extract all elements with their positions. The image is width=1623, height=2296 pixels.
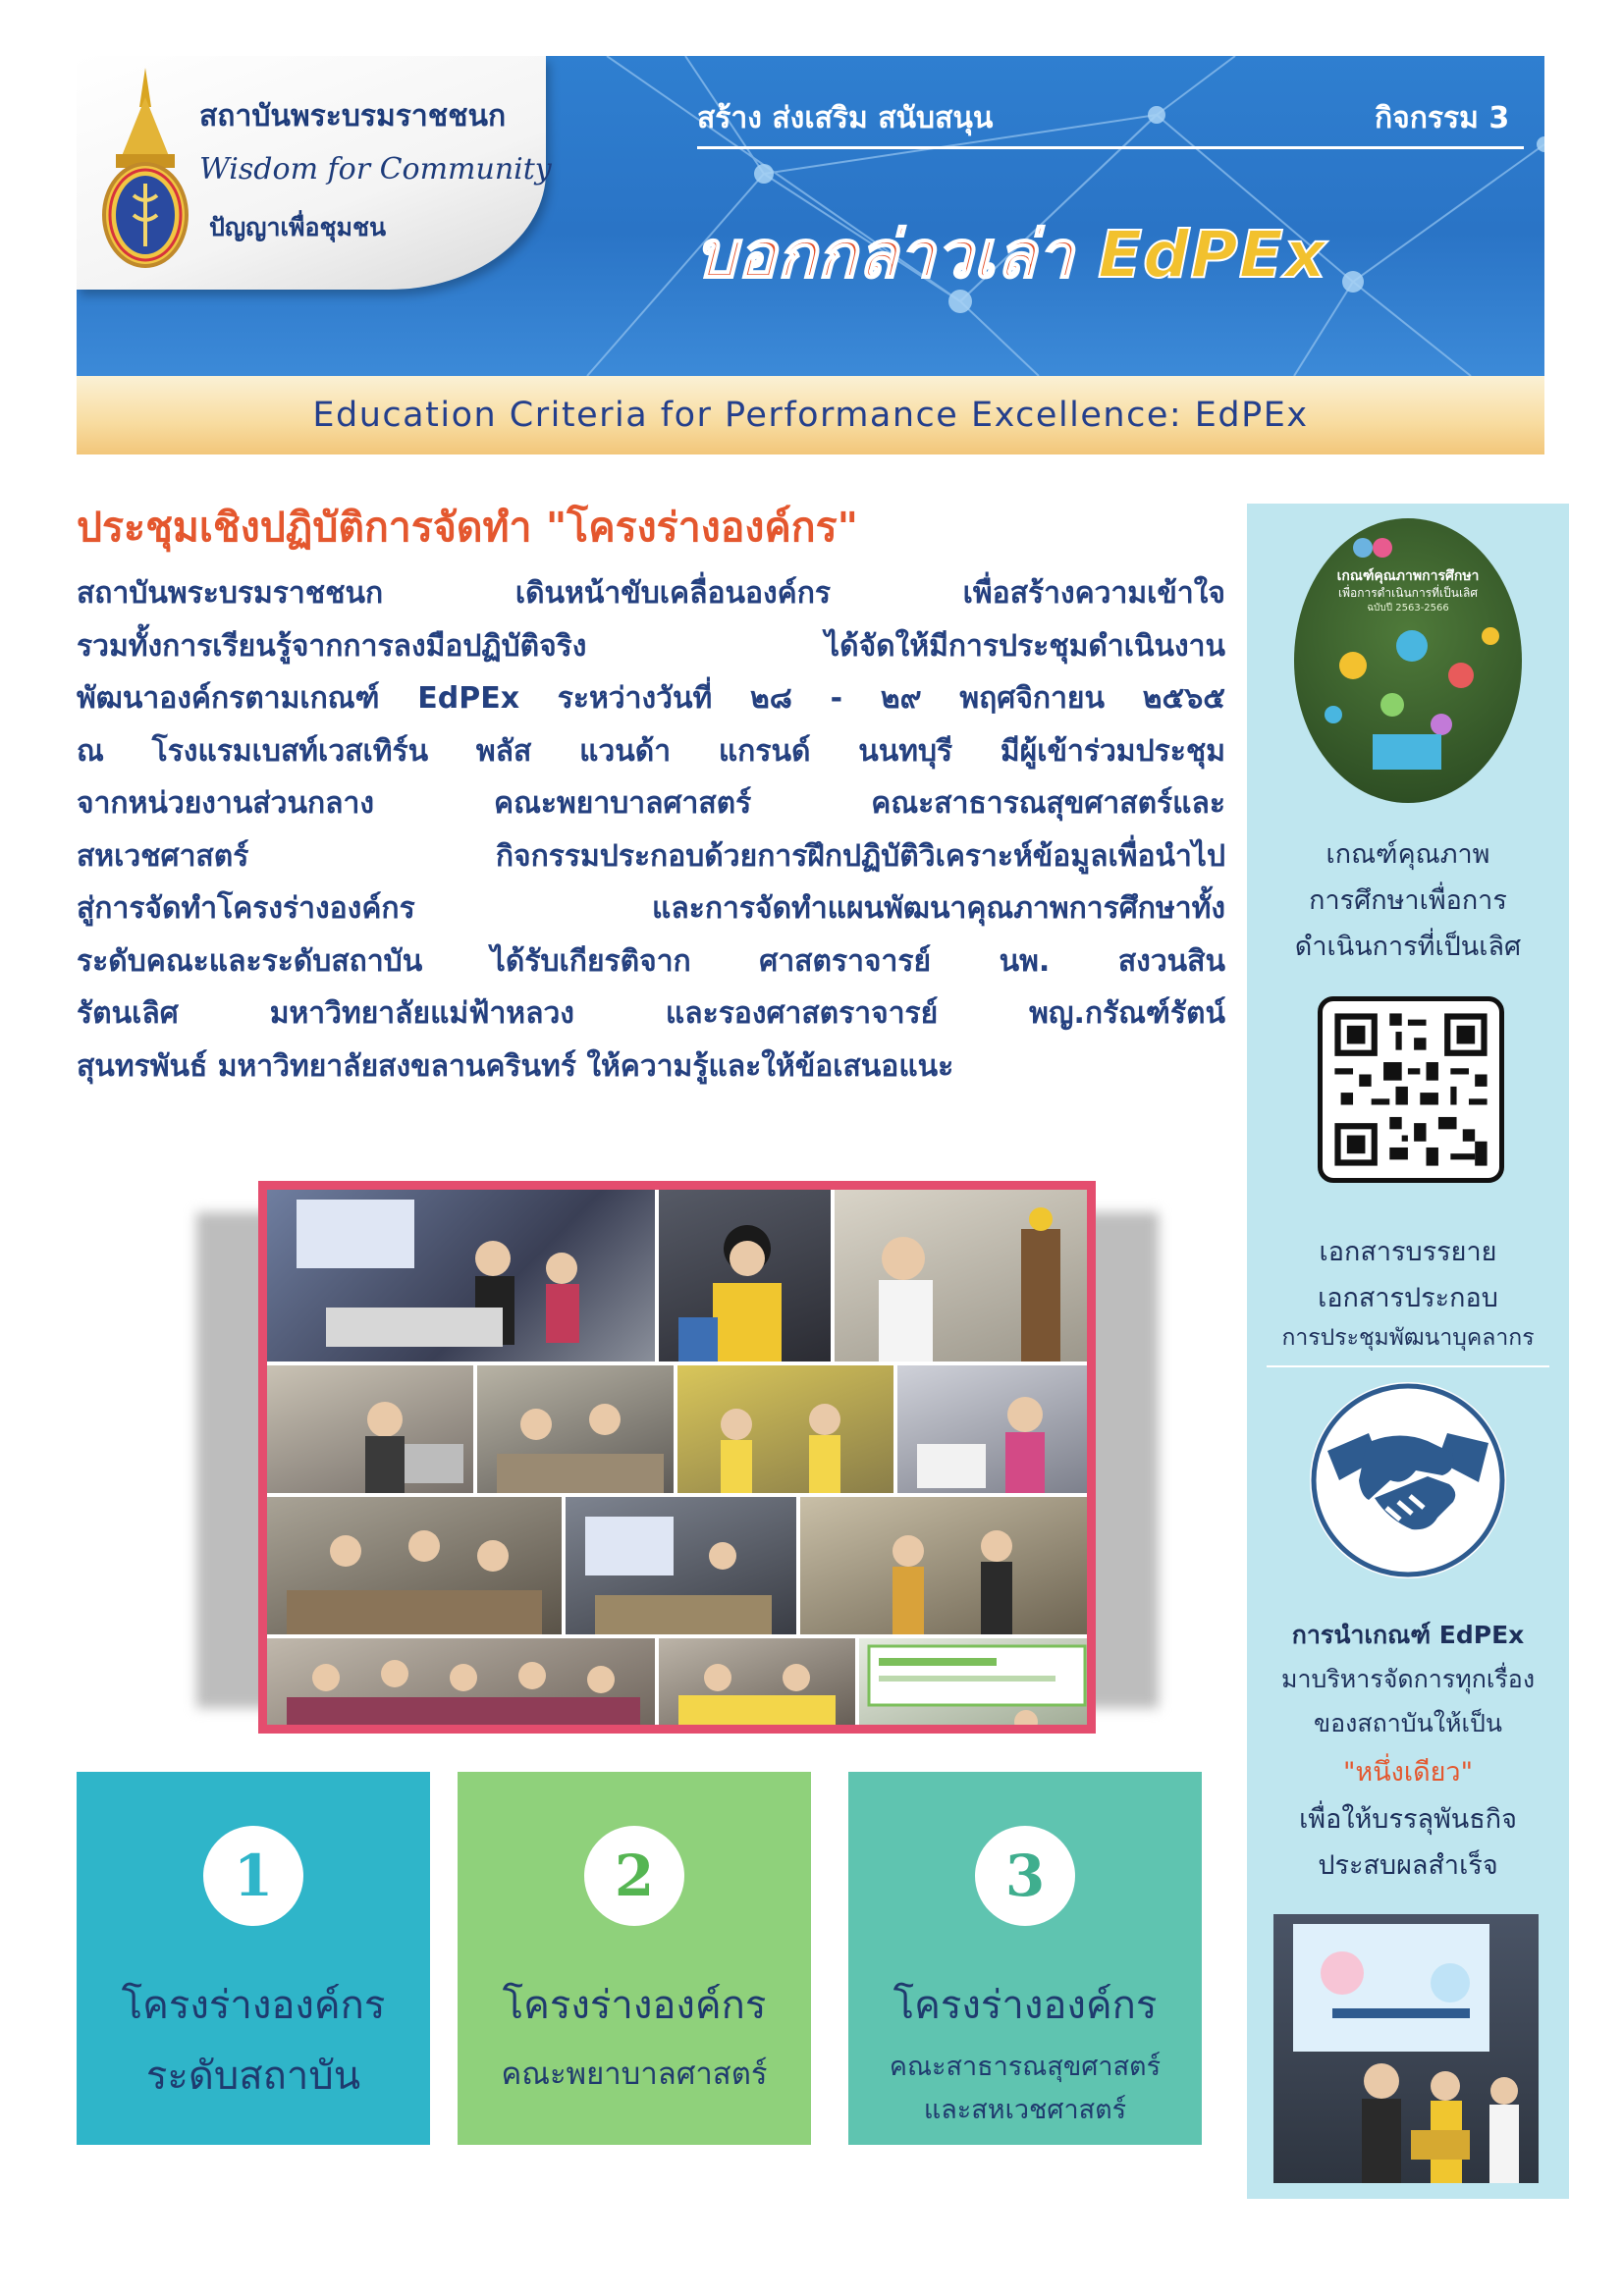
message-line: ประสบผลสำเร็จ	[1318, 1850, 1498, 1881]
logo-card	[77, 56, 552, 290]
book-cover-title: เกณฑ์คุณภาพการศึกษา	[1336, 568, 1480, 584]
header-banner	[77, 56, 1544, 376]
article-line: สหเวชศาสตร์ กิจกรรมประกอบด้วยการฝึกปฏิบัติวิเคราะห์ข้อมูลเพื่อนำไป	[77, 838, 1225, 874]
tile-subheading: ระดับสถาบัน	[145, 2054, 361, 2099]
qr-code[interactable]	[1318, 996, 1504, 1183]
seminar-photo	[1273, 1914, 1539, 2183]
meeting-photo-collage	[258, 1181, 1096, 1734]
sidebar	[1247, 504, 1569, 2199]
article-line: สถาบันพระบรมราชชนก เดินหน้าขับเคลื่อนองค์กร เพื่อสร้างความเข้าใจ	[77, 576, 1225, 611]
article-line: สู่การจัดทำโครงร่างองค์กร และการจัดทำแผนพัฒนาคุณภาพการศึกษาทั้ง	[77, 891, 1225, 926]
tile-public-health-faculty	[848, 1772, 1202, 2145]
header-slogan: สร้าง ส่งเสริม สนับสนุน	[697, 101, 994, 135]
meeting-photo	[800, 1497, 1096, 1634]
article-line: จากหน่วยงานส่วนกลาง คณะพยาบาลศาสตร์ คณะสาธารณสุขศาสตร์และ	[77, 786, 1225, 821]
document-caption-line: เอกสารประกอบ	[1318, 1283, 1498, 1313]
article-line: รวมทั้งการเรียนรู้จากการลงมือปฏิบัติจริง ได้จัดให้มีการประชุมดำเนินงาน	[77, 628, 1225, 664]
book-cover-year: ฉบับปี 2563-2566	[1367, 603, 1449, 614]
handshake-icon	[1310, 1382, 1506, 1578]
meeting-photo	[659, 1190, 831, 1362]
tile-heading: โครงร่างองค์กร	[502, 1983, 767, 2028]
org-slogan-thai: ปัญญาเพื่อชุมชน	[209, 213, 387, 241]
tile-heading: โครงร่างองค์กร	[893, 1983, 1158, 2028]
meeting-photo	[267, 1365, 473, 1493]
meeting-photo	[267, 1190, 655, 1362]
tile-subheading: คณะพยาบาลศาสตร์	[501, 2056, 768, 2092]
tile-subheading-2: และสหเวชศาสตร์	[923, 2095, 1127, 2125]
meeting-photo	[267, 1638, 655, 1734]
org-name-english: Wisdom for Community	[199, 152, 552, 187]
meeting-photo	[859, 1638, 1096, 1734]
header-divider	[697, 146, 1524, 149]
meeting-photo	[477, 1365, 674, 1493]
newsletter-title-thai: บอกกล่าวเล่า	[695, 217, 1075, 293]
article-line: รัตนเลิศ มหาวิทยาลัยแม่ฟ้าหลวง และรองศาสตราจารย์ พญ.กรัณฑ์รัตน์	[77, 996, 1225, 1031]
article-line: ระดับคณะและระดับสถาบัน ได้รับเกียรติจาก ศาสตราจารย์ นพ. สงวนสิน	[77, 943, 1225, 979]
tile-institute-level	[77, 1772, 430, 2145]
message-line: เพื่อให้บรรลุพันธกิจ	[1299, 1804, 1517, 1835]
meeting-photo	[566, 1497, 796, 1634]
subtitle-text: Education Criteria for Performance Excellence: EdPEx	[312, 396, 1309, 435]
activity-number: กิจกรรม 3	[1375, 101, 1510, 135]
subtitle-strip	[77, 376, 1544, 454]
article-line: ณ โรงแรมเบสท์เวสเทิร์น พลัส แวนด้า แกรนด์ นนทบุรี มีผู้เข้าร่วมประชุม	[77, 733, 1225, 769]
article-line: พัฒนาองค์กรตามเกณฑ์ EdPEx ระหว่างวันที่ ๒๘ - ๒๙ พฤศจิกายน ๒๕๖๕	[77, 681, 1225, 716]
meeting-photo	[659, 1638, 855, 1734]
meeting-photo	[677, 1365, 893, 1493]
document-caption-line: เอกสารบรรยาย	[1319, 1237, 1497, 1267]
book-caption-line: การศึกษาเพื่อการ	[1309, 885, 1507, 916]
message-line: การนำเกณฑ์ EdPEx	[1291, 1621, 1525, 1649]
sidebar-divider	[1267, 1365, 1549, 1367]
org-name-thai: สถาบันพระบรมราชชนก	[199, 99, 507, 133]
qr-code-pattern-icon	[1323, 1001, 1499, 1178]
article-title: ประชุมเชิงปฏิบัติการจัดทำ "โครงร่างองค์กร"	[77, 504, 859, 551]
edpex-book-cover	[1294, 518, 1522, 803]
newsletter-title-edpex: EdPEx	[1098, 217, 1327, 293]
meeting-photo	[267, 1497, 562, 1634]
meeting-photo	[835, 1190, 1096, 1362]
message-line: มาบริหารจัดการทุกเรื่อง	[1280, 1665, 1536, 1693]
tile-number-badge: 2	[584, 1826, 684, 1926]
book-cover-graphic	[1294, 518, 1522, 803]
message-highlight: "หนึ่งเดียว"	[1342, 1757, 1474, 1788]
tile-number-badge: 1	[203, 1826, 303, 1926]
article-body	[77, 567, 1225, 1093]
meeting-photo	[897, 1365, 1096, 1493]
tile-nursing-faculty	[458, 1772, 811, 2145]
document-caption-line: การประชุมพัฒนาบุคลากร	[1281, 1325, 1535, 1351]
message-line: ของสถาบันให้เป็น	[1314, 1709, 1502, 1737]
book-caption-line: ดำเนินการที่เป็นเลิศ	[1294, 932, 1522, 962]
tile-number-badge: 3	[975, 1826, 1075, 1926]
tile-heading: โครงร่างองค์กร	[121, 1983, 386, 2028]
newsletter-title	[695, 203, 1326, 306]
book-caption-line: เกณฑ์คุณภาพ	[1325, 839, 1490, 870]
tile-subheading: คณะสาธารณสุขศาสตร์	[889, 2052, 1162, 2082]
book-cover-subtitle: เพื่อการดำเนินการที่เป็นเลิศ	[1337, 586, 1479, 600]
article-line: สุนทรพันธ์ มหาวิทยาลัยสงขลานครินทร์ ให้ความรู้และให้ข้อเสนอแนะ	[77, 1048, 954, 1084]
institute-emblem-icon	[96, 68, 194, 274]
